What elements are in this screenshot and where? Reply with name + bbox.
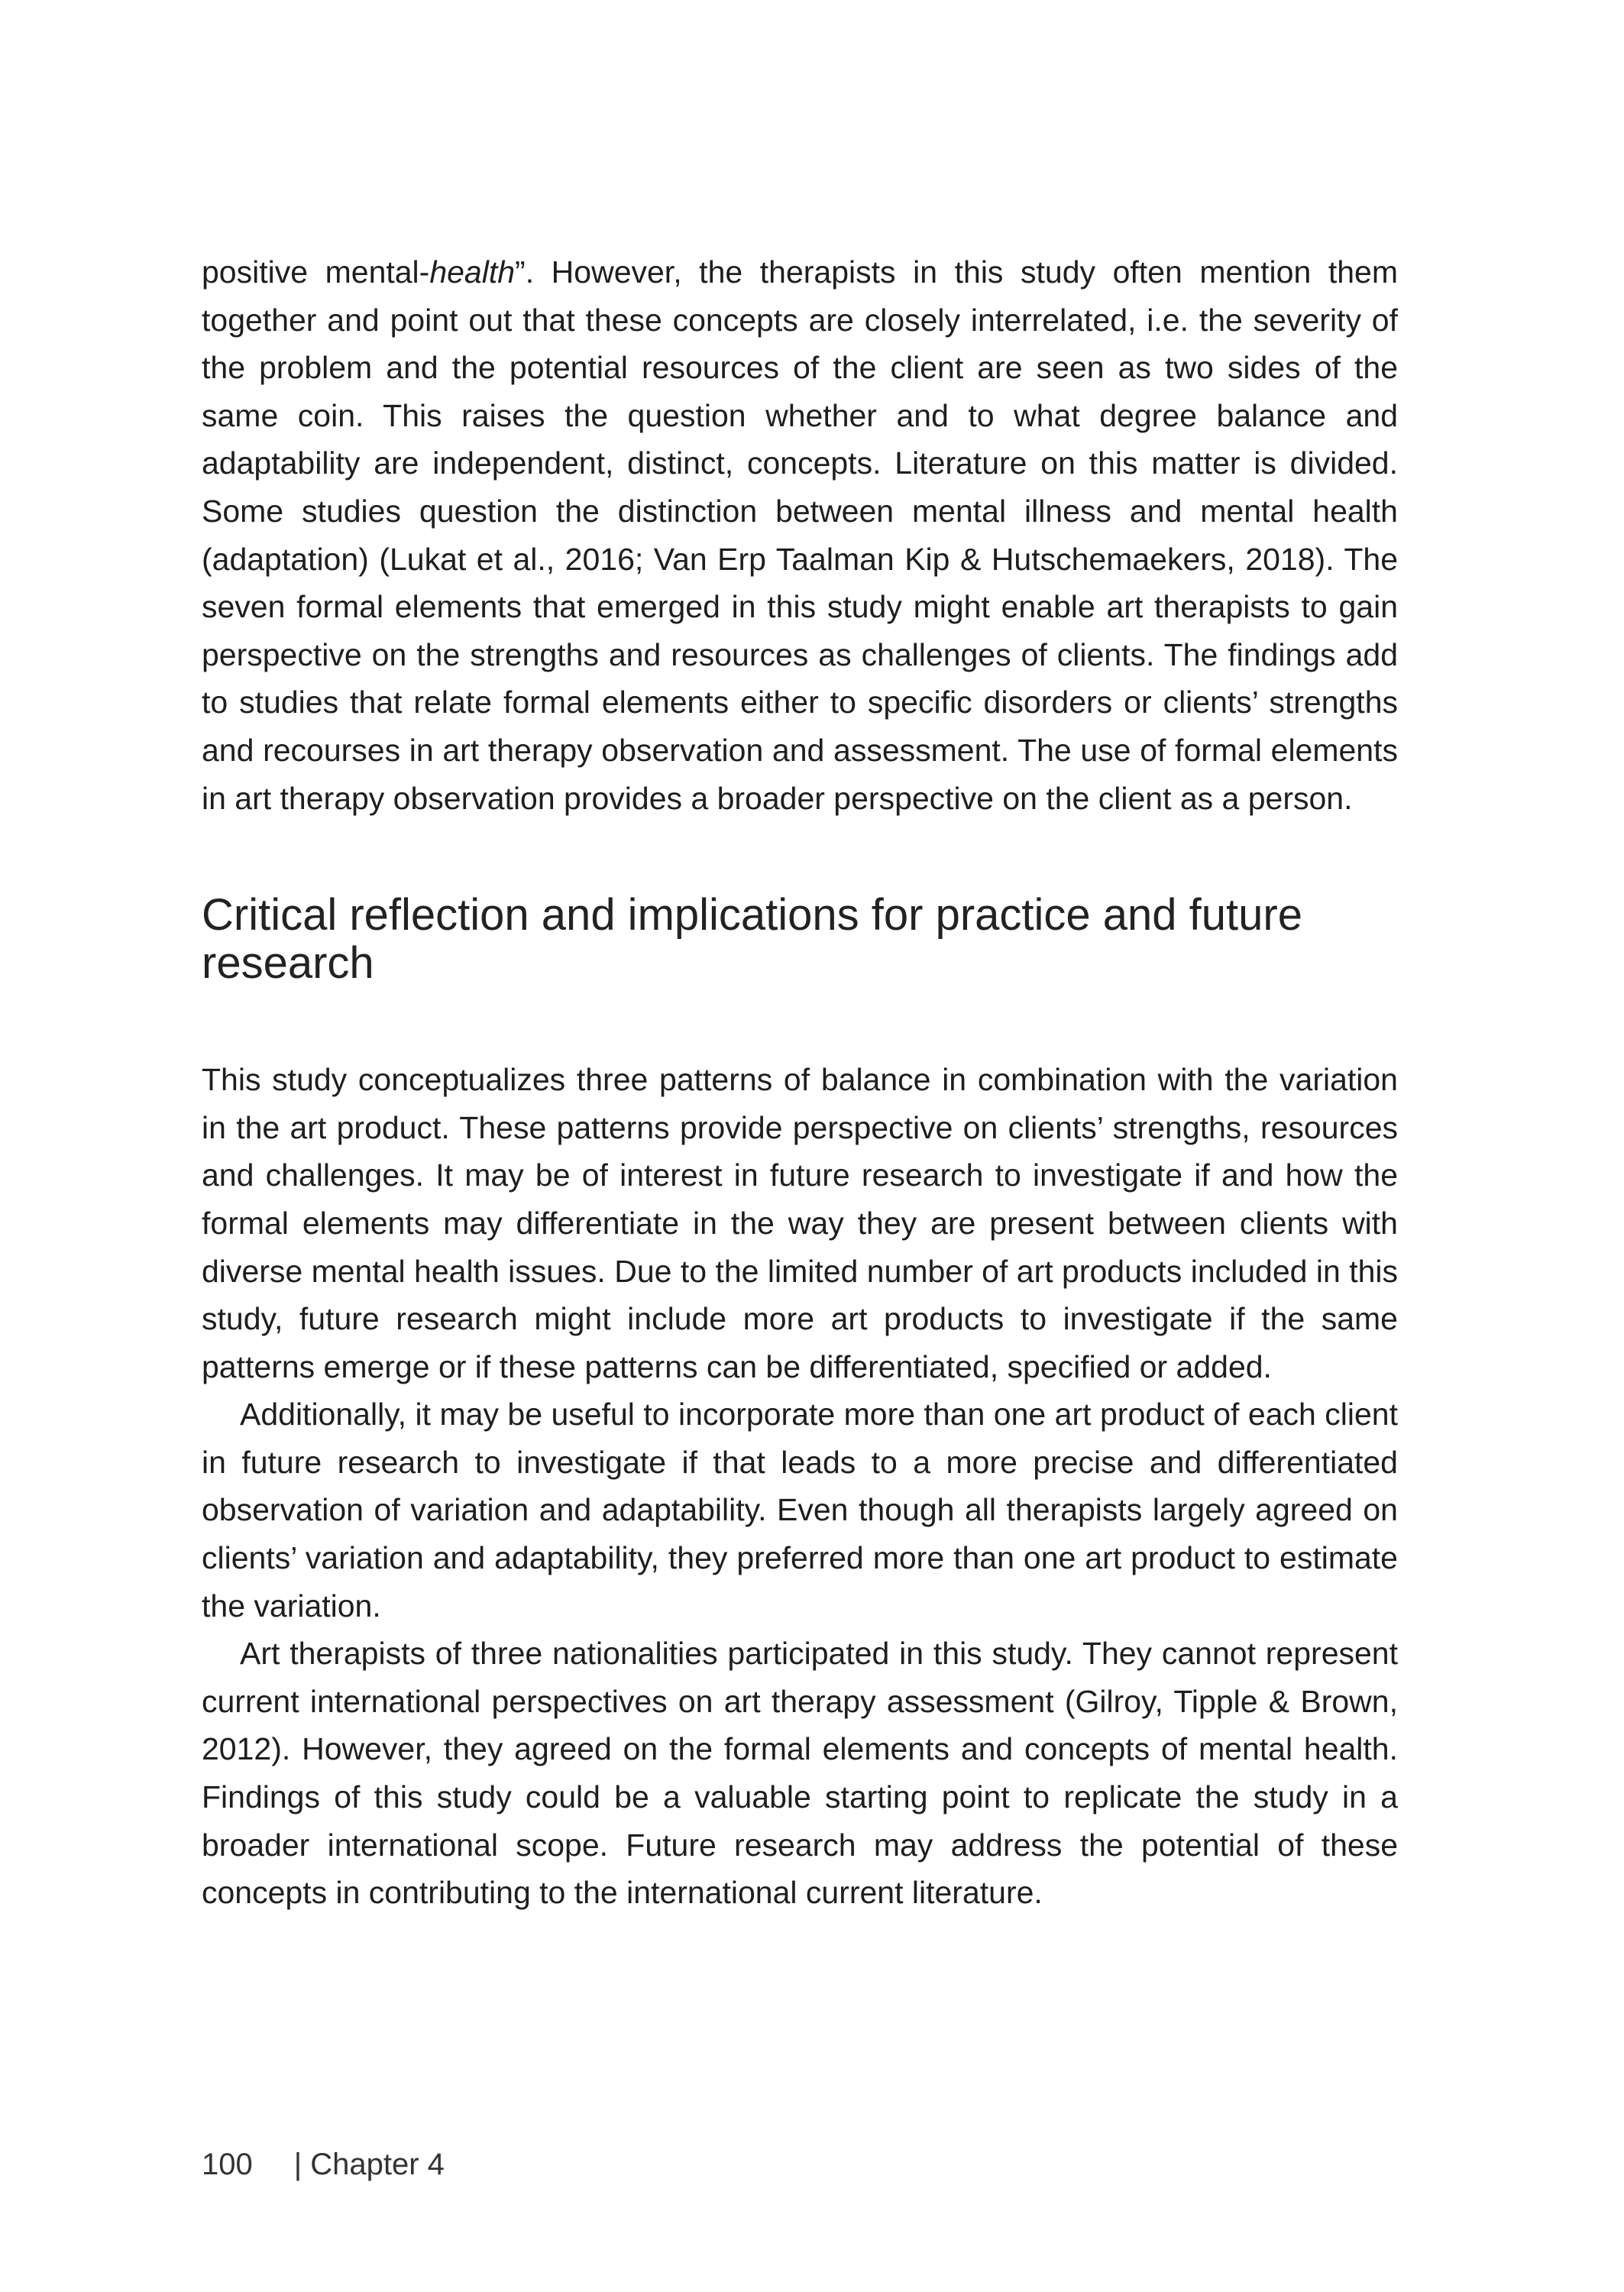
- paragraph-2: This study conceptualizes three patterns of balance in combination with the variation in the art product. These patterns provide perspective on clients’ strengths, resources and challenges. It may be of interest in future research to investigate if and how the formal elements may differentiate in the way they are present between clients with diverse mental health issues. Due to the limited number of art products included in this study, future research might include more art products to investigate if the same patterns emerge or if these patterns can be differentiated, specified or added.: [202, 1062, 1398, 1384]
- paragraph-3: Additionally, it may be useful to incorporate more than one art product of each client in future research to investigate if that leads to a more precise and differentiated observation of variation and adaptability. Even though all therapists largely agreed on clients’ variation and adaptability, they preferred more than one art product to estimate the variation.: [202, 1397, 1398, 1624]
- paragraph-1: [202, 248, 1398, 822]
- paragraph-1-italic: health: [429, 254, 516, 290]
- paragraph-4: Art therapists of three nationalities participated in this study. They cannot represent current international perspectives on art therapy assessment (Gilroy, Tipple & Brown, 2012). However, they agreed on the formal elements and concepts of mental health. Findings of this study could be a valuable starting point to replicate the study in a broader international scope. Future research may address the potential of these concepts in contributing to the international current literature.: [202, 1636, 1398, 1911]
- paragraph-1-rest: ”. However, the therapists in this study often mention them together and point out that these concepts are closely interrelated, i.e. the severity of the problem and the potential resources of the client are seen as two sides of the same coin. This raises the question whether and to what degree balance and adaptability are independent, distinct, concepts. Literature on this matter is divided. Some studies question the distinction between mental illness and mental health (adaptation) (Lukat et al., 2016; Van Erp Taalman Kip & Hutschemaekers, 2018). The seven formal elements that emerged in this study might enable art therapists to gain perspective on the strengths and resources as challenges of clients. The findings add to studies that relate formal elements either to specific disorders or clients’ strengths and recourses in art therapy observation and assessment. The use of formal elements in art therapy observation provides a broader perspective on the client as a person.: [202, 254, 1398, 816]
- section-heading: Critical reflection and implications for practice and future research: [202, 890, 1302, 989]
- page-number: 100: [202, 2148, 253, 2181]
- chapter-label: | Chapter 4: [293, 2148, 445, 2181]
- page-footer: [202, 2145, 445, 2184]
- page-body: [202, 248, 1398, 1917]
- paragraph-1-start: positive mental-: [202, 254, 430, 290]
